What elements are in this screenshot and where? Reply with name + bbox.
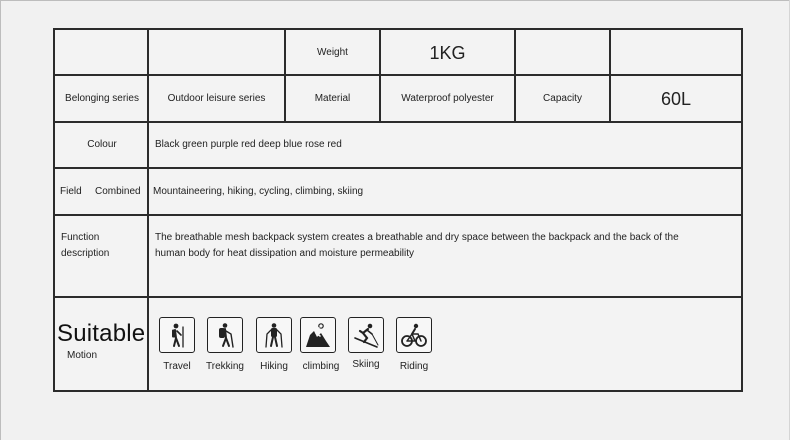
activity-label-riding: Riding (399, 361, 429, 372)
travel-hiker-icon (159, 317, 195, 353)
material-value: Waterproof polyester (401, 92, 494, 104)
function-label (61, 216, 147, 296)
skier-icon (348, 317, 384, 353)
trekking-backpacker-icon (207, 317, 243, 353)
activity-label-travel: Travel (163, 361, 191, 372)
function-label-line-2: description (61, 248, 110, 259)
function-label-line-1: Function (61, 232, 100, 243)
row-divider (55, 296, 741, 298)
function-description (155, 216, 740, 296)
rock-climbing-icon (300, 317, 336, 353)
function-line-2: human body for heat dissipation and moisture permeability (155, 248, 415, 259)
blurred-cell (516, 32, 609, 74)
field-label: Field (60, 185, 82, 197)
colour-label: Colour (87, 139, 117, 150)
weight-value: 1KG (429, 43, 466, 63)
colour-value: Black green purple red deep blue rose red (155, 139, 342, 150)
field-value: Mountaineering, hiking, cycling, climbing, skiing (153, 185, 364, 197)
motion-subtitle: Motion (67, 350, 98, 361)
hiking-poles-icon (256, 317, 292, 353)
capacity-value: 60L (660, 88, 692, 109)
blurred-cell (57, 32, 145, 74)
blurred-cell (611, 32, 741, 74)
spec-table (53, 28, 743, 392)
blurred-cell (149, 32, 282, 74)
material-label: Material (314, 92, 351, 104)
activity-label-skiing: Skiing (352, 359, 380, 370)
activity-label-climbing: climbing (302, 361, 340, 372)
series-value: Outdoor leisure series (167, 92, 266, 104)
activity-label-hiking: Hiking (260, 361, 288, 372)
cyclist-icon (396, 317, 432, 353)
function-line-1: The breathable mesh backpack system creates a breathable and dry space between the backpack and the back of the (155, 232, 679, 243)
suitable-title: Suitable (57, 320, 146, 347)
weight-label: Weight (317, 47, 348, 58)
series-label: Belonging series (65, 92, 139, 104)
capacity-label: Capacity (543, 92, 582, 104)
combined-label: Combined (95, 185, 141, 197)
activity-label-trekking: Trekking (206, 361, 244, 372)
